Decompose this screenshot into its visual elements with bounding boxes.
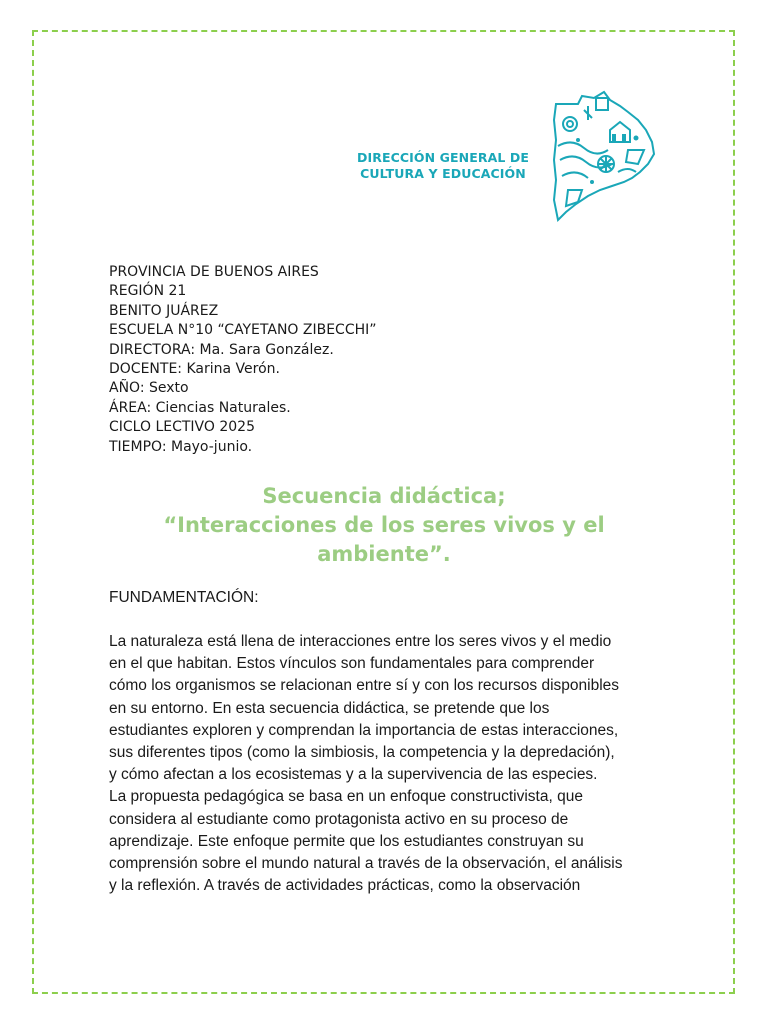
body-line: y la reflexión. A través de actividades prácticas, como la observación <box>109 877 581 895</box>
body-line: considera al estudiante como protagonista activo en su proceso de <box>109 810 569 828</box>
body-line: y cómo afectan a los ecosistemas y a la supervivencia de las especies. <box>109 766 598 784</box>
header-line: CICLO LECTIVO 2025 <box>109 419 255 436</box>
body-line: en el que habitan. Estos vínculos son fundamentales para comprender <box>109 655 595 673</box>
header-line: ESCUELA N°10 “CAYETANO ZIBECCHI” <box>109 322 377 339</box>
section-heading: FUNDAMENTACIÓN: <box>109 589 259 606</box>
header-line: DIRECTORA: Ma. Sara González. <box>109 341 334 358</box>
institution-logo-text <box>352 150 534 182</box>
header-line: BENITO JUÁREZ <box>109 302 219 319</box>
header-line: REGIÓN 21 <box>109 283 187 300</box>
title-line: ambiente”. <box>317 542 451 566</box>
header-line: AÑO: Sexto <box>109 380 189 397</box>
body-line: estudiantes exploren y comprendan la importancia de estas interacciones, <box>109 721 619 739</box>
body-line: La propuesta pedagógica se basa en un enfoque constructivista, que <box>109 788 583 806</box>
header-line: ÁREA: Ciencias Naturales. <box>109 399 291 416</box>
body-line: La naturaleza está llena de interacciones entre los seres vivos y el medio <box>109 633 612 650</box>
body-line: sus diferentes tipos (como la simbiosis, la competencia y la depredación), <box>109 744 615 762</box>
body-line: cómo los organismos se relacionan entre sí y con los recursos disponibles <box>109 677 620 695</box>
title-line: “Interacciones de los seres vivos y el <box>163 513 605 537</box>
body-paragraph <box>109 631 669 897</box>
body-line: comprensión sobre el mundo natural a través de la observación, el análisis <box>109 855 623 873</box>
body-line: aprendizaje. Este enfoque permite que los estudiantes construyan su <box>109 832 584 850</box>
logo-line-2: CULTURA Y EDUCACIÓN <box>360 166 526 181</box>
document-title <box>110 482 658 569</box>
school-header <box>109 263 377 457</box>
title-line: Secuencia didáctica; <box>262 484 506 508</box>
header-line: TIEMPO: Mayo-junio. <box>109 438 253 455</box>
header-line: DOCENTE: Karina Verón. <box>109 361 280 378</box>
logo-line-1: DIRECCIÓN GENERAL DE <box>357 150 529 165</box>
body-line: en su entorno. En esta secuencia didáctica, se pretende que los <box>109 699 550 717</box>
buenos-aires-province-map-icon <box>548 90 660 222</box>
header-line: PROVINCIA DE BUENOS AIRES <box>109 264 319 280</box>
